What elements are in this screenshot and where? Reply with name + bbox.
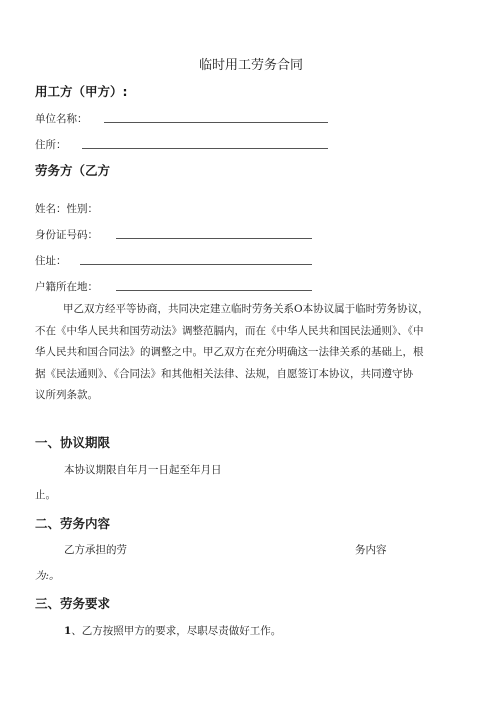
section-1-text-end: 止。 [35,489,56,501]
name-gender-label: 姓名：性别： [35,203,98,215]
party-b-address-underline [80,264,312,265]
section-3-item-1-number: 1 [64,625,72,637]
preamble-line: 议所列条款。 [35,389,98,402]
preamble-line: 不在《中华人民共和国劳动法》调整范膈内，而在《中华人民共和国民法通则》、《中 [35,324,424,337]
id-number-underline [116,238,312,239]
section-2-text-part2: 务内容 [355,544,387,556]
hukou-label: 户籍所在地： [35,281,98,293]
section-1-text: 本协议期限自年月一日起至年月日 [64,464,222,476]
section-1-heading: 一、协议期限 [35,435,111,450]
unit-name-label: 单位名称： [35,113,88,125]
unit-name-underline [104,122,328,123]
id-number-label: 身份证号码： [35,229,98,241]
document-title: 临时用工劳务合同 [199,58,304,73]
section-3-item-1-text: 、乙方按照甲方的要求，尽职尽责做好工作。 [71,625,282,637]
party-b-heading: 劳务方（乙方 [35,163,111,178]
preamble-paragraph [35,299,460,407]
section-3-heading: 三、劳务要求 [35,596,111,611]
hukou-underline [116,290,312,291]
section-2-heading: 二、劳务内容 [35,516,111,531]
section-2-text-part1: 乙方承担的劳 [64,544,127,556]
party-b-address-label: 住址： [35,255,67,267]
preamble-line: 甲乙双方经平等协商，共同决定建立临时劳务关系O本协议属于临时劳务协议， [63,303,429,315]
preamble-line: 华人民共和国合同法》的调整之中。甲乙双方在充分明确这一法律关系的基础上，根 [35,346,424,359]
party-a-heading: 用工方（甲方）: [35,84,128,99]
section-2-text-end: 为:。 [35,570,60,582]
party-a-address-label: 住所： [35,139,67,151]
preamble-line: 据《民法通则》、《合同法》和其他相关法律、法规，自愿签订本协议，共同遵守协 [35,367,413,380]
section-3-item-1 [64,623,281,638]
party-a-address-underline [82,148,328,149]
